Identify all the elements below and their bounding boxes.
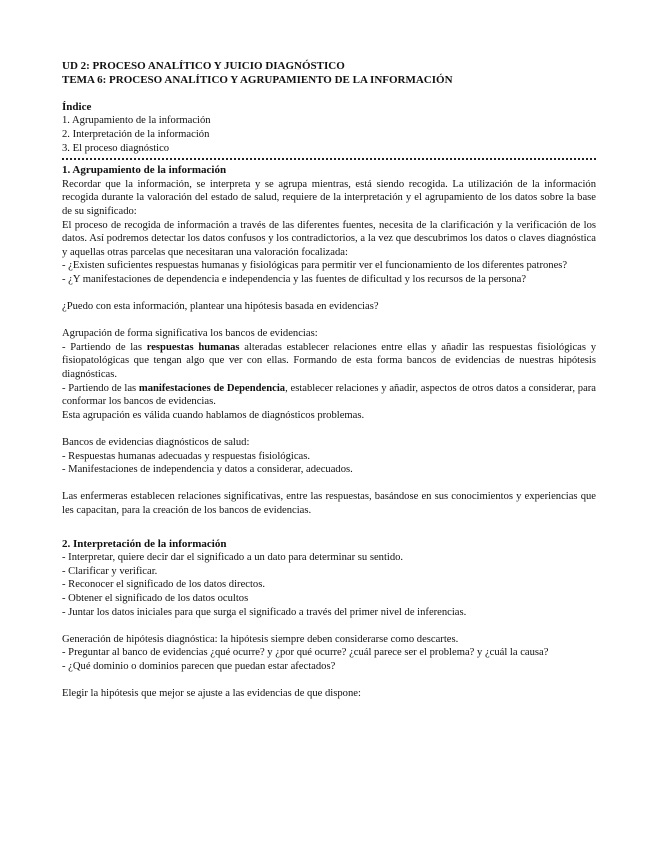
question-line: ¿Puedo con esta información, plantear una hipótesis basada en evidencias?: [62, 301, 379, 313]
bold-term: manifestaciones de Dependencia: [138, 382, 286, 394]
dotted-separator: [62, 158, 596, 160]
section-1-heading: 1. Agrupamiento de la información: [62, 164, 227, 177]
paragraph: Agrupación de forma significativa los bancos de evidencias:: [62, 328, 318, 340]
list-item: - ¿Qué dominio o dominios parecen que puedan estar afectados?: [62, 660, 336, 672]
paragraph: Elegir la hipótesis que mejor se ajuste a las evidencias de que dispone:: [62, 688, 361, 700]
index-item: 1. Agrupamiento de la información: [62, 115, 211, 127]
text-span: - Partiendo de las: [62, 382, 139, 394]
paragraph: Las enfermeras establecen relaciones significativas, entre las respuestas, basándose en sus conocimientos y experiencias que les capacitan, para la creación de los bancos de evidencias.: [62, 491, 596, 516]
index-item: 2. Interpretación de la información: [62, 128, 210, 140]
list-item: - Interpretar, quiere decir dar el significado a un dato para determinar su sentido.: [62, 552, 404, 564]
unit-title: UD 2: PROCESO ANALÍTICO Y JUICIO DIAGNÓSTICO: [62, 60, 345, 72]
text-span: alteradas establecer relaciones entre ellas y añadir las respuestas fisiológicas y fisiopatológicas que tengan algo que ver con ellas. Formando de esta forma bancos de evidencias de nuestras hipótesis diagnósticas.: [62, 341, 596, 381]
text-span: - Partiendo de las: [62, 341, 147, 353]
list-item: - Clarificar y verificar.: [62, 565, 158, 577]
paragraph: Recordar que la información, se interpreta y se agrupa mientras, está siendo recogida. La utilización de la información recogida durante la valoración del estado de salud, requiere de la interpretación y el agrupamiento de los datos sobre la base de su significado:: [62, 178, 596, 217]
index-item: 3. El proceso diagnóstico: [62, 142, 170, 154]
paragraph: Bancos de evidencias diagnósticos de salud:: [62, 437, 250, 449]
document-page: [62, 60, 596, 701]
text-span: , establecer relaciones y añadir, aspectos de otros datos a considerar, para conformar los bancos de evidencias.: [62, 382, 597, 408]
section-2-heading: 2. Interpretación de la información: [62, 537, 227, 550]
list-item: - ¿Existen suficientes respuestas humanas y fisiológicas para permitir ver el funcionamiento de los diferentes patrones?: [62, 260, 568, 272]
paragraph: Generación de hipótesis diagnóstica: la hipótesis siempre deben considerarse como descartes.: [62, 633, 459, 645]
list-item: - Obtener el significado de los datos ocultos: [62, 592, 249, 604]
list-item: [62, 341, 596, 382]
list-item: [62, 382, 596, 409]
list-item: - Juntar los datos iniciales para que surga el significado a través del primer nivel de inferencias.: [62, 606, 467, 618]
paragraph: Esta agrupación es válida cuando hablamos de diagnósticos problemas.: [62, 409, 365, 421]
list-item: - Manifestaciones de independencia y datos a considerar, adecuados.: [62, 464, 353, 476]
paragraph: El proceso de recogida de información a través de las diferentes fuentes, necesita de la clarificación y la verificación de los datos. Así podremos detectar los datos confusos y los contradictorios, a la vez que descubrimos los datos o claves diagnóstica y aquellas otras parcelas que necesitaran una valoración focalizada:: [62, 219, 596, 258]
list-item: - Reconocer el significado de los datos directos.: [62, 579, 265, 591]
list-item: - Respuestas humanas adecuadas y respuestas fisiológicas.: [62, 450, 311, 462]
index-heading: Índice: [62, 100, 92, 113]
list-item: - Preguntar al banco de evidencias ¿qué ocurre? y ¿por qué ocurre? ¿cuál parece ser el problema? y ¿cuál la causa?: [62, 647, 549, 659]
list-item: - ¿Y manifestaciones de dependencia e independencia y las fuentes de dificultad y los recursos de la persona?: [62, 273, 527, 285]
topic-title: TEMA 6: PROCESO ANALÍTICO Y AGRUPAMIENTO DE LA INFORMACIÓN: [62, 73, 453, 86]
bold-term: respuestas humanas: [146, 341, 240, 353]
